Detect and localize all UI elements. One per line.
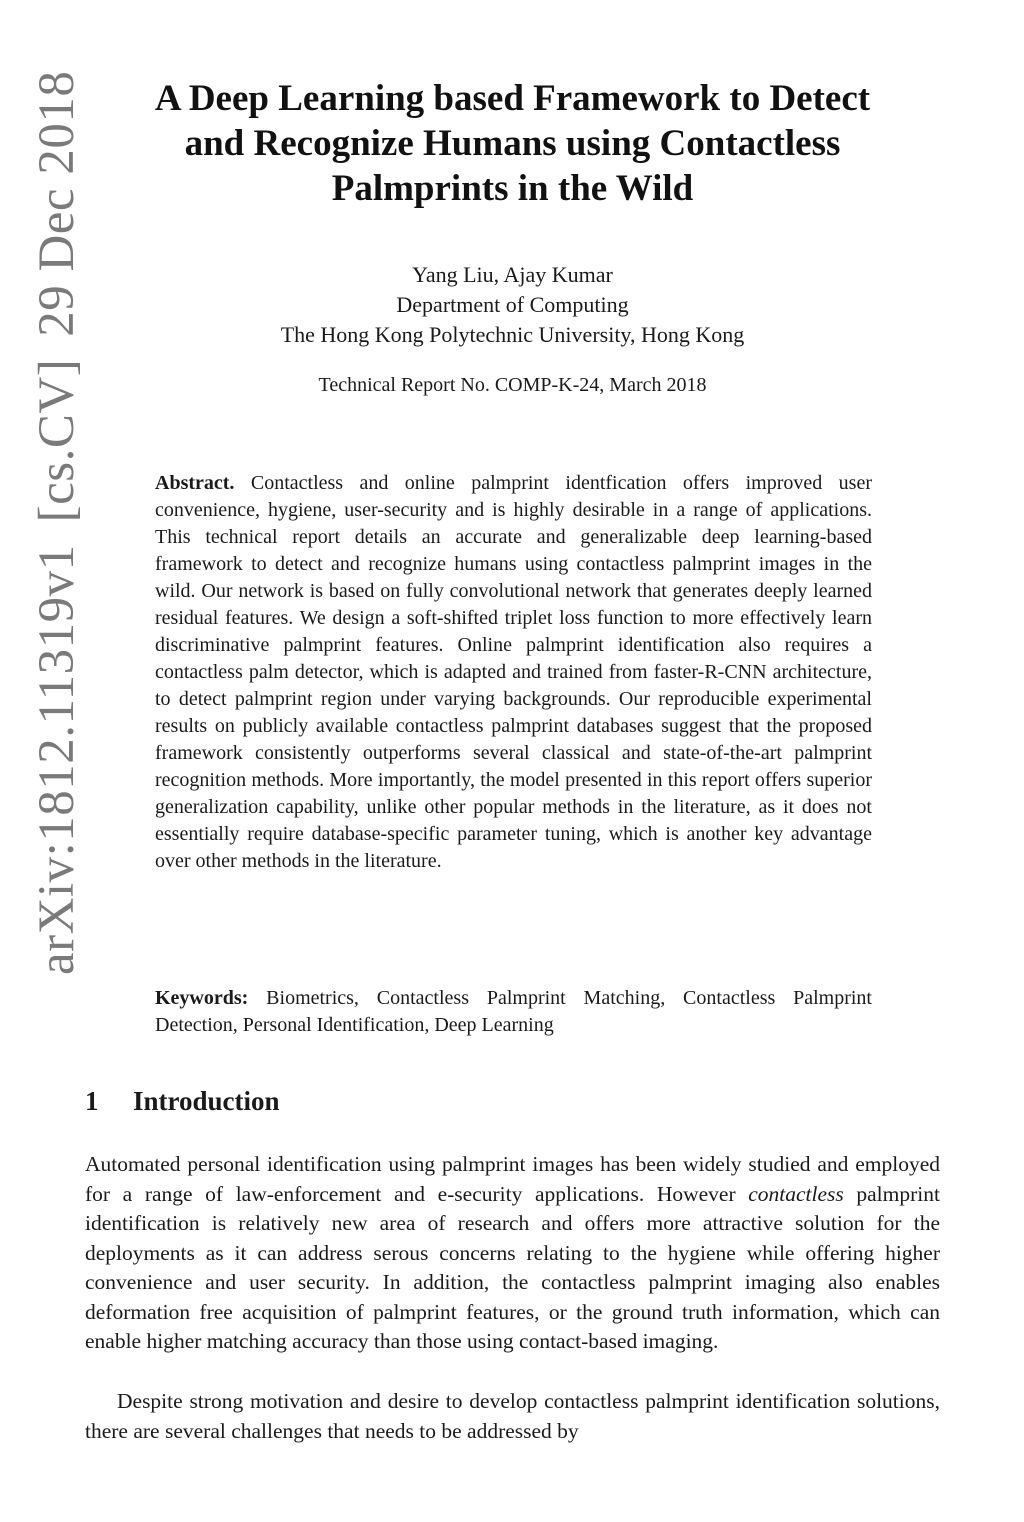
- title-line: A Deep Learning based Framework to Detect: [154, 78, 871, 119]
- arxiv-sidebar-stamp: [28, 49, 86, 975]
- author-names: Yang Liu, Ajay Kumar: [412, 262, 613, 287]
- section-heading: [85, 1086, 280, 1117]
- p1-emphasis: contactless: [748, 1181, 844, 1206]
- title-line: Palmprints in the Wild: [331, 168, 694, 209]
- keywords-text: Biometrics, Contactless Palmprint Matching, Contactless Palmprint Detection, Personal Identification, Deep Learning: [155, 987, 872, 1036]
- title-line: and Recognize Humans using Contactless: [184, 123, 841, 164]
- p1-text-end: palmprint identification is relatively new area of research and offers more attractive solution for the deployments as it can address serous concerns relating to the hygiene while offering higher convenience and user security. In addition, the contactless palmprint imaging also enables deformation free acquisition of palmprint features, or the ground truth information, which can enable higher matching accuracy than those using contact-based imaging.: [85, 1181, 940, 1353]
- intro-paragraph-2: Despite strong motivation and desire to develop contactless palmprint identification solutions, there are several challenges that needs to be addressed by: [85, 1389, 940, 1443]
- section-title: Introduction: [133, 1086, 280, 1116]
- author-institution: The Hong Kong Polytechnic University, Hong Kong: [280, 322, 745, 347]
- p1-text-start: Automated personal identification using palmprint images has been widely studied and employed for a range of law-enforcement and e-security applications. However: [85, 1152, 940, 1206]
- intro-paragraph-1: [85, 1150, 940, 1357]
- abstract-text: Contactless and online palmprint identfication offers improved user convenience, hygiene, user-security and is highly desirable in a range of applications. This technical report details an accurate and generalizable deep learning-based framework to detect and recognize humans using contactless palmprint images in the wild. Our network is based on fully convolutional network that generates deeply learned residual features. We design a soft-shifted triplet loss function to more effectively learn discriminative palmprint features. Online palmprint identification also requires a contactless palm detector, which is adapted and trained from faster-R-CNN architecture, to detect palmprint region under varying backgrounds. Our reproducible experimental results on publicly available contactless palmprint databases suggest that the proposed framework consistently outperforms several classical and state-of-the-art palmprint recognition methods. More importantly, the model presented in this report offers superior generalization capability, unlike other popular methods in the literature, as it does not essentially require database-specific parameter tuning, which is another key advantage over other methods in the literature.: [155, 472, 873, 872]
- arxiv-id[interactable]: arXiv:1812.11319v1: [29, 544, 85, 975]
- arxiv-category: [cs.CV]: [29, 358, 85, 523]
- keywords: [155, 985, 872, 1039]
- abstract: [155, 470, 872, 875]
- keywords-label: Keywords:: [155, 987, 249, 1009]
- author-block: [90, 260, 935, 350]
- report-number: Technical Report No. COMP-K-24, March 2018: [318, 374, 707, 396]
- arxiv-date: 29 Dec 2018: [29, 70, 85, 337]
- section-number: 1: [85, 1086, 99, 1116]
- paper-title: [90, 76, 935, 211]
- author-department: Department of Computing: [396, 292, 629, 317]
- abstract-label: Abstract.: [155, 472, 235, 494]
